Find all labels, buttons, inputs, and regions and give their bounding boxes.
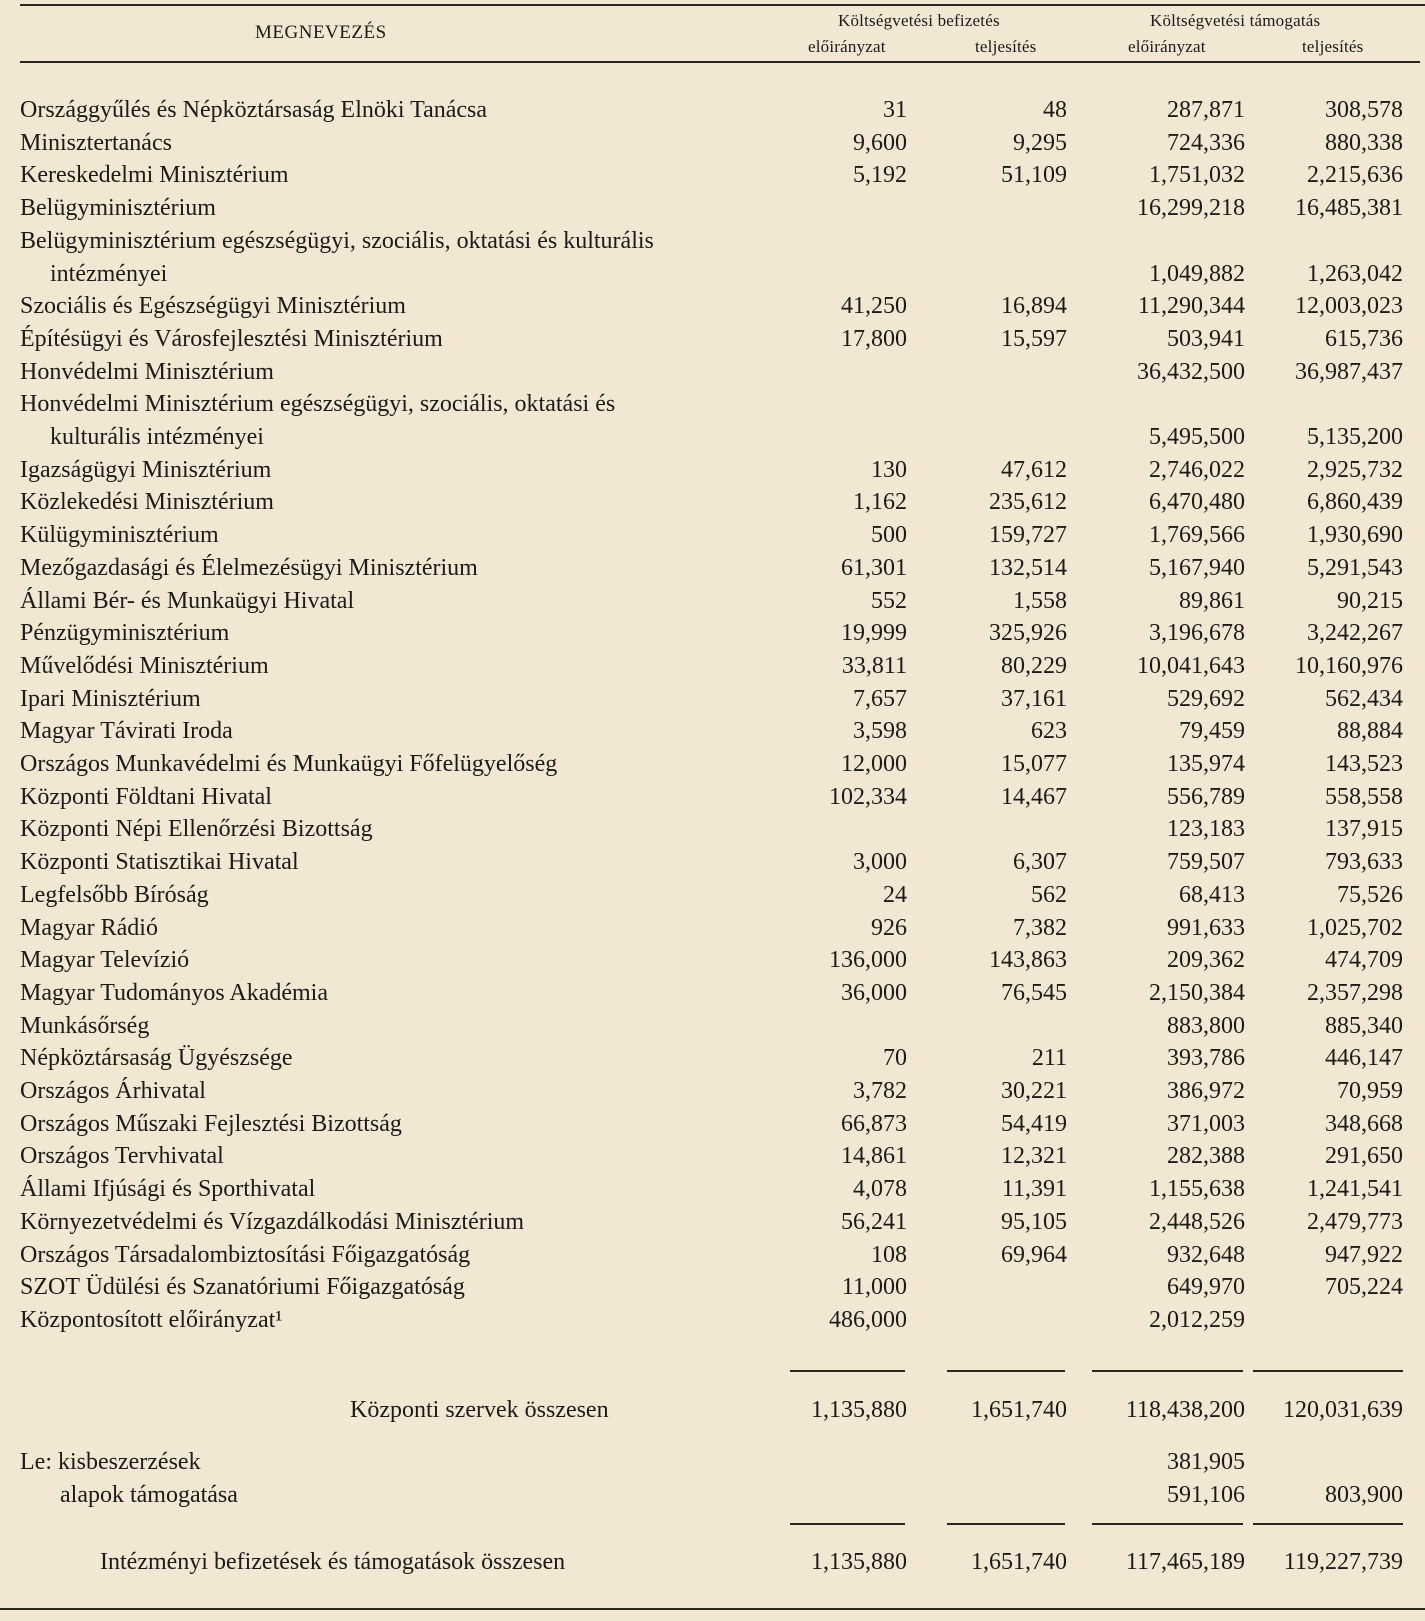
table-row bbox=[0, 617, 1425, 650]
cell-subsidy-planned: 2,150,384 bbox=[1149, 980, 1245, 1006]
cell-subsidy-actual: 137,915 bbox=[1325, 816, 1403, 842]
cell-subsidy-actual: 36,987,437 bbox=[1295, 359, 1403, 385]
row-label: Intézményi befizetések és támogatások összesen bbox=[100, 1549, 566, 1575]
cell-payment-planned: 9,600 bbox=[853, 130, 907, 156]
cell-subsidy-planned: 79,459 bbox=[1179, 718, 1245, 744]
cell-subsidy-planned: 118,438,200 bbox=[1125, 1397, 1245, 1423]
subtotal-row bbox=[0, 1394, 1425, 1427]
table-row bbox=[0, 1304, 1425, 1337]
table-row bbox=[0, 421, 1425, 454]
cell-payment-planned: 31 bbox=[883, 97, 907, 123]
cell-payment-planned: 7,657 bbox=[853, 686, 907, 712]
cell-subsidy-actual: 1,241,541 bbox=[1307, 1176, 1403, 1202]
table-row bbox=[0, 323, 1425, 356]
cell-subsidy-actual: 308,578 bbox=[1325, 97, 1403, 123]
cell-subsidy-planned: 68,413 bbox=[1179, 882, 1245, 908]
row-label: Országos Árhivatal bbox=[20, 1078, 206, 1104]
cell-subsidy-actual: 793,633 bbox=[1325, 849, 1403, 875]
header-group-subsidy: Költségvetési támogatás bbox=[1150, 11, 1321, 30]
table-row bbox=[0, 388, 1425, 421]
cell-subsidy-planned: 1,049,882 bbox=[1149, 261, 1245, 287]
cell-subsidy-planned: 503,941 bbox=[1167, 326, 1245, 352]
cell-payment-planned: 486,000 bbox=[829, 1307, 907, 1333]
cell-subsidy-actual: 1,263,042 bbox=[1307, 261, 1403, 287]
cell-payment-planned: 108 bbox=[871, 1242, 907, 1268]
cell-subsidy-planned: 2,012,259 bbox=[1149, 1307, 1245, 1333]
table-row bbox=[0, 1173, 1425, 1206]
cell-payment-actual: 30,221 bbox=[1001, 1078, 1067, 1104]
cell-payment-actual: 14,467 bbox=[1001, 784, 1067, 810]
row-label: Honvédelmi Minisztérium bbox=[20, 359, 274, 385]
row-label: Belügyminisztérium egészségügyi, szociális, oktatási és kulturális bbox=[20, 228, 654, 254]
cell-payment-planned: 17,800 bbox=[841, 326, 907, 352]
cell-subsidy-planned: 282,388 bbox=[1167, 1143, 1245, 1169]
row-label: Országos Műszaki Fejlesztési Bizottság bbox=[20, 1111, 402, 1137]
cell-subsidy-planned: 5,495,500 bbox=[1149, 424, 1245, 450]
row-label: Állami Ifjúsági és Sporthivatal bbox=[20, 1176, 316, 1202]
row-label: Központi Statisztikai Hivatal bbox=[20, 849, 299, 875]
row-label: Magyar Távirati Iroda bbox=[20, 718, 233, 744]
row-label: Országos Társadalombiztosítási Főigazgatóság bbox=[20, 1242, 471, 1268]
cell-payment-actual: 1,651,740 bbox=[971, 1397, 1067, 1423]
row-label: Központi Népi Ellenőrzési Bizottság bbox=[20, 816, 373, 842]
cell-payment-actual: 37,161 bbox=[1001, 686, 1067, 712]
cell-payment-planned: 1,162 bbox=[853, 489, 907, 515]
cell-subsidy-planned: 5,167,940 bbox=[1149, 555, 1245, 581]
cell-subsidy-planned: 381,905 bbox=[1167, 1449, 1245, 1475]
cell-payment-actual: 562 bbox=[1031, 882, 1067, 908]
cell-payment-planned: 1,135,880 bbox=[811, 1397, 907, 1423]
cell-subsidy-actual: 90,215 bbox=[1337, 588, 1403, 614]
cell-subsidy-actual: 446,147 bbox=[1325, 1045, 1403, 1071]
cell-subsidy-actual: 705,224 bbox=[1325, 1274, 1403, 1300]
cell-subsidy-actual: 10,160,976 bbox=[1295, 653, 1403, 679]
table-row bbox=[0, 879, 1425, 912]
cell-subsidy-actual: 6,860,439 bbox=[1307, 489, 1403, 515]
cell-payment-planned: 56,241 bbox=[841, 1209, 907, 1235]
cell-subsidy-actual: 16,485,381 bbox=[1295, 195, 1403, 221]
header-rule bbox=[20, 61, 1420, 63]
cell-subsidy-planned: 591,106 bbox=[1167, 1482, 1245, 1508]
cell-payment-planned: 552 bbox=[871, 588, 907, 614]
cell-subsidy-planned: 89,861 bbox=[1179, 588, 1245, 614]
table-row bbox=[0, 715, 1425, 748]
row-label: Belügyminisztérium bbox=[20, 195, 216, 221]
cell-payment-actual: 16,894 bbox=[1001, 293, 1067, 319]
cell-payment-actual: 623 bbox=[1031, 718, 1067, 744]
row-label: Minisztertanács bbox=[20, 130, 172, 156]
table-row bbox=[0, 486, 1425, 519]
table-row bbox=[0, 977, 1425, 1010]
table-row bbox=[0, 781, 1425, 814]
cell-payment-planned: 66,873 bbox=[841, 1111, 907, 1137]
cell-payment-actual: 132,514 bbox=[989, 555, 1067, 581]
cell-subsidy-planned: 556,789 bbox=[1167, 784, 1245, 810]
row-label: Környezetvédelmi és Vízgazdálkodási Minisztérium bbox=[20, 1209, 525, 1235]
total-rule bbox=[1253, 1523, 1403, 1525]
row-label: Kereskedelmi Minisztérium bbox=[20, 162, 289, 188]
cell-subsidy-actual: 474,709 bbox=[1325, 947, 1403, 973]
cell-payment-actual: 1,558 bbox=[1013, 588, 1067, 614]
grand-total-row bbox=[0, 1546, 1425, 1579]
cell-subsidy-planned: 135,974 bbox=[1167, 751, 1245, 777]
cell-payment-planned: 36,000 bbox=[841, 980, 907, 1006]
cell-payment-planned: 41,250 bbox=[841, 293, 907, 319]
table-row bbox=[0, 225, 1425, 258]
row-label: Ipari Minisztérium bbox=[20, 686, 201, 712]
table-row bbox=[0, 94, 1425, 127]
row-label: Művelődési Minisztérium bbox=[20, 653, 269, 679]
deduction-row bbox=[0, 1479, 1425, 1512]
cell-payment-planned: 70 bbox=[883, 1045, 907, 1071]
cell-payment-actual: 47,612 bbox=[1001, 457, 1067, 483]
cell-subsidy-planned: 16,299,218 bbox=[1137, 195, 1245, 221]
cell-payment-actual: 51,109 bbox=[1001, 162, 1067, 188]
cell-payment-actual: 211 bbox=[1031, 1045, 1067, 1071]
cell-payment-actual: 80,229 bbox=[1001, 653, 1067, 679]
row-label: Mezőgazdasági és Élelmezésügyi Minisztérium bbox=[20, 555, 478, 581]
table-row bbox=[0, 1239, 1425, 1272]
cell-payment-actual: 1,651,740 bbox=[971, 1549, 1067, 1575]
cell-subsidy-actual: 2,479,773 bbox=[1307, 1209, 1403, 1235]
header-payment-actual: teljesítés bbox=[975, 37, 1037, 56]
cell-subsidy-actual: 5,291,543 bbox=[1307, 555, 1403, 581]
cell-subsidy-actual: 88,884 bbox=[1337, 718, 1403, 744]
cell-subsidy-planned: 386,972 bbox=[1167, 1078, 1245, 1104]
table-row bbox=[0, 159, 1425, 192]
row-label: kulturális intézményei bbox=[50, 424, 264, 450]
cell-subsidy-planned: 11,290,344 bbox=[1137, 293, 1245, 319]
table-row bbox=[0, 1075, 1425, 1108]
cell-payment-actual: 11,391 bbox=[1001, 1176, 1067, 1202]
cell-payment-actual: 76,545 bbox=[1001, 980, 1067, 1006]
cell-payment-planned: 4,078 bbox=[853, 1176, 907, 1202]
table-row bbox=[0, 552, 1425, 585]
table-row bbox=[0, 1010, 1425, 1043]
row-label: Magyar Tudományos Akadémia bbox=[20, 980, 328, 1006]
table-row bbox=[0, 454, 1425, 487]
cell-subsidy-planned: 209,362 bbox=[1167, 947, 1245, 973]
cell-payment-actual: 235,612 bbox=[989, 489, 1067, 515]
cell-payment-actual: 69,964 bbox=[1001, 1242, 1067, 1268]
row-label: Magyar Televízió bbox=[20, 947, 190, 973]
cell-subsidy-actual: 75,526 bbox=[1337, 882, 1403, 908]
row-label: Építésügyi és Városfejlesztési Minisztérium bbox=[20, 326, 443, 352]
table-row bbox=[0, 258, 1425, 291]
subtotal-rule bbox=[947, 1370, 1065, 1372]
cell-subsidy-planned: 991,633 bbox=[1167, 915, 1245, 941]
row-label: Állami Bér- és Munkaügyi Hivatal bbox=[20, 588, 355, 614]
row-label: SZOT Üdülési és Szanatóriumi Főigazgatóság bbox=[20, 1274, 465, 1300]
row-label: Központi szervek összesen bbox=[350, 1397, 609, 1423]
cell-payment-planned: 19,999 bbox=[841, 620, 907, 646]
row-label: Legfelsőbb Bíróság bbox=[20, 882, 209, 908]
cell-subsidy-planned: 10,041,643 bbox=[1137, 653, 1245, 679]
table-row bbox=[0, 912, 1425, 945]
total-rule bbox=[1092, 1523, 1243, 1525]
table-row bbox=[0, 356, 1425, 389]
row-label: alapok támogatása bbox=[60, 1482, 238, 1508]
row-label: Országos Tervhivatal bbox=[20, 1143, 224, 1169]
table-row bbox=[0, 1206, 1425, 1239]
cell-subsidy-actual: 1,025,702 bbox=[1307, 915, 1403, 941]
cell-subsidy-actual: 615,736 bbox=[1325, 326, 1403, 352]
cell-payment-actual: 143,863 bbox=[989, 947, 1067, 973]
cell-subsidy-planned: 1,155,638 bbox=[1149, 1176, 1245, 1202]
cell-payment-actual: 7,382 bbox=[1013, 915, 1067, 941]
cell-subsidy-planned: 2,746,022 bbox=[1149, 457, 1245, 483]
cell-payment-planned: 136,000 bbox=[829, 947, 907, 973]
cell-subsidy-planned: 36,432,500 bbox=[1137, 359, 1245, 385]
cell-subsidy-actual: 885,340 bbox=[1325, 1013, 1403, 1039]
cell-payment-actual: 12,321 bbox=[1001, 1143, 1067, 1169]
cell-payment-planned: 102,334 bbox=[829, 784, 907, 810]
total-rule bbox=[947, 1523, 1065, 1525]
table-row bbox=[0, 1042, 1425, 1075]
cell-subsidy-planned: 123,183 bbox=[1167, 816, 1245, 842]
cell-payment-actual: 15,077 bbox=[1001, 751, 1067, 777]
cell-subsidy-planned: 287,871 bbox=[1167, 97, 1245, 123]
total-rule bbox=[790, 1523, 905, 1525]
table-row bbox=[0, 748, 1425, 781]
cell-subsidy-planned: 2,448,526 bbox=[1149, 1209, 1245, 1235]
table-row bbox=[0, 127, 1425, 160]
cell-subsidy-planned: 932,648 bbox=[1167, 1242, 1245, 1268]
cell-subsidy-actual: 143,523 bbox=[1325, 751, 1403, 777]
row-label: Magyar Rádió bbox=[20, 915, 158, 941]
cell-subsidy-actual: 12,003,023 bbox=[1295, 293, 1403, 319]
cell-payment-actual: 15,597 bbox=[1001, 326, 1067, 352]
row-label: Központi Földtani Hivatal bbox=[20, 784, 272, 810]
cell-payment-planned: 500 bbox=[871, 522, 907, 548]
cell-subsidy-planned: 649,970 bbox=[1167, 1274, 1245, 1300]
cell-subsidy-planned: 724,336 bbox=[1167, 130, 1245, 156]
row-label: Pénzügyminisztérium bbox=[20, 620, 230, 646]
table-row bbox=[0, 683, 1425, 716]
cell-subsidy-actual: 880,338 bbox=[1325, 130, 1403, 156]
table-row bbox=[0, 1271, 1425, 1304]
cell-payment-actual: 6,307 bbox=[1013, 849, 1067, 875]
cell-subsidy-actual: 70,959 bbox=[1337, 1078, 1403, 1104]
cell-payment-planned: 12,000 bbox=[841, 751, 907, 777]
cell-payment-planned: 5,192 bbox=[853, 162, 907, 188]
cell-payment-planned: 3,000 bbox=[853, 849, 907, 875]
cell-subsidy-planned: 3,196,678 bbox=[1149, 620, 1245, 646]
cell-subsidy-actual: 120,031,639 bbox=[1283, 1397, 1403, 1423]
cell-subsidy-actual: 5,135,200 bbox=[1307, 424, 1403, 450]
cell-payment-planned: 130 bbox=[871, 457, 907, 483]
cell-payment-actual: 95,105 bbox=[1001, 1209, 1067, 1235]
cell-subsidy-planned: 883,800 bbox=[1167, 1013, 1245, 1039]
cell-subsidy-actual: 2,925,732 bbox=[1307, 457, 1403, 483]
row-label: Igazságügyi Minisztérium bbox=[20, 457, 272, 483]
cell-subsidy-actual: 947,922 bbox=[1325, 1242, 1403, 1268]
table-row bbox=[0, 813, 1425, 846]
cell-payment-planned: 61,301 bbox=[841, 555, 907, 581]
subtotal-rule bbox=[1253, 1370, 1403, 1372]
cell-subsidy-planned: 759,507 bbox=[1167, 849, 1245, 875]
cell-subsidy-actual: 2,215,636 bbox=[1307, 162, 1403, 188]
cell-payment-actual: 54,419 bbox=[1001, 1111, 1067, 1137]
row-label: Országos Munkavédelmi és Munkaügyi Főfelügyelőség bbox=[20, 751, 558, 777]
cell-subsidy-planned: 393,786 bbox=[1167, 1045, 1245, 1071]
cell-subsidy-actual: 2,357,298 bbox=[1307, 980, 1403, 1006]
header-subsidy-actual: teljesítés bbox=[1302, 37, 1364, 56]
cell-payment-planned: 926 bbox=[871, 915, 907, 941]
cell-payment-planned: 1,135,880 bbox=[811, 1549, 907, 1575]
header-subsidy-planned: előirányzat bbox=[1128, 37, 1206, 56]
cell-subsidy-planned: 1,751,032 bbox=[1149, 162, 1245, 188]
cell-subsidy-actual: 558,558 bbox=[1325, 784, 1403, 810]
cell-subsidy-actual: 291,650 bbox=[1325, 1143, 1403, 1169]
cell-subsidy-planned: 371,003 bbox=[1167, 1111, 1245, 1137]
subtotal-rule bbox=[1092, 1370, 1243, 1372]
table-row bbox=[0, 192, 1425, 225]
cell-payment-planned: 14,861 bbox=[841, 1143, 907, 1169]
cell-subsidy-actual: 1,930,690 bbox=[1307, 522, 1403, 548]
table-row bbox=[0, 519, 1425, 552]
cell-subsidy-actual: 3,242,267 bbox=[1307, 620, 1403, 646]
table-row bbox=[0, 650, 1425, 683]
row-label: Központosított előirányzat¹ bbox=[20, 1307, 283, 1333]
cell-payment-planned: 11,000 bbox=[841, 1274, 907, 1300]
cell-payment-actual: 159,727 bbox=[989, 522, 1067, 548]
cell-payment-actual: 48 bbox=[1043, 97, 1067, 123]
table-row bbox=[0, 846, 1425, 879]
cell-payment-planned: 33,811 bbox=[841, 653, 907, 679]
row-label: Közlekedési Minisztérium bbox=[20, 489, 274, 515]
bottom-rule bbox=[0, 1608, 1425, 1610]
table-row bbox=[0, 1108, 1425, 1141]
cell-subsidy-planned: 529,692 bbox=[1167, 686, 1245, 712]
row-label: Népköztársaság Ügyészsége bbox=[20, 1045, 293, 1071]
cell-subsidy-planned: 1,769,566 bbox=[1149, 522, 1245, 548]
cell-subsidy-actual: 119,227,739 bbox=[1283, 1549, 1403, 1575]
row-label: Munkásőrség bbox=[20, 1013, 150, 1039]
table-row bbox=[0, 944, 1425, 977]
cell-subsidy-actual: 562,434 bbox=[1325, 686, 1403, 712]
header-group-payment: Költségvetési befizetés bbox=[838, 11, 1000, 30]
cell-payment-planned: 3,598 bbox=[853, 718, 907, 744]
top-rule bbox=[20, 4, 1425, 6]
cell-payment-actual: 9,295 bbox=[1013, 130, 1067, 156]
cell-subsidy-actual: 348,668 bbox=[1325, 1111, 1403, 1137]
table-row bbox=[0, 585, 1425, 618]
header-name-column: MEGNEVEZÉS bbox=[255, 22, 387, 43]
row-label: Honvédelmi Minisztérium egészségügyi, szociális, oktatási és bbox=[20, 391, 616, 417]
table-row bbox=[0, 1140, 1425, 1173]
row-label: Országgyűlés és Népköztársaság Elnöki Tanácsa bbox=[20, 97, 488, 123]
row-label: Szociális és Egészségügyi Minisztérium bbox=[20, 293, 406, 319]
cell-payment-actual: 325,926 bbox=[989, 620, 1067, 646]
cell-payment-planned: 3,782 bbox=[853, 1078, 907, 1104]
header-payment-planned: előirányzat bbox=[808, 37, 886, 56]
deduction-row bbox=[0, 1446, 1425, 1479]
cell-subsidy-planned: 117,465,189 bbox=[1125, 1549, 1245, 1575]
subtotal-rule bbox=[790, 1370, 905, 1372]
table-row bbox=[0, 290, 1425, 323]
row-label: Külügyminisztérium bbox=[20, 522, 219, 548]
cell-subsidy-planned: 6,470,480 bbox=[1149, 489, 1245, 515]
cell-payment-planned: 24 bbox=[883, 882, 907, 908]
cell-subsidy-actual: 803,900 bbox=[1325, 1482, 1403, 1508]
row-label: intézményei bbox=[50, 261, 168, 287]
row-label: Le: kisbeszerzések bbox=[20, 1449, 201, 1475]
